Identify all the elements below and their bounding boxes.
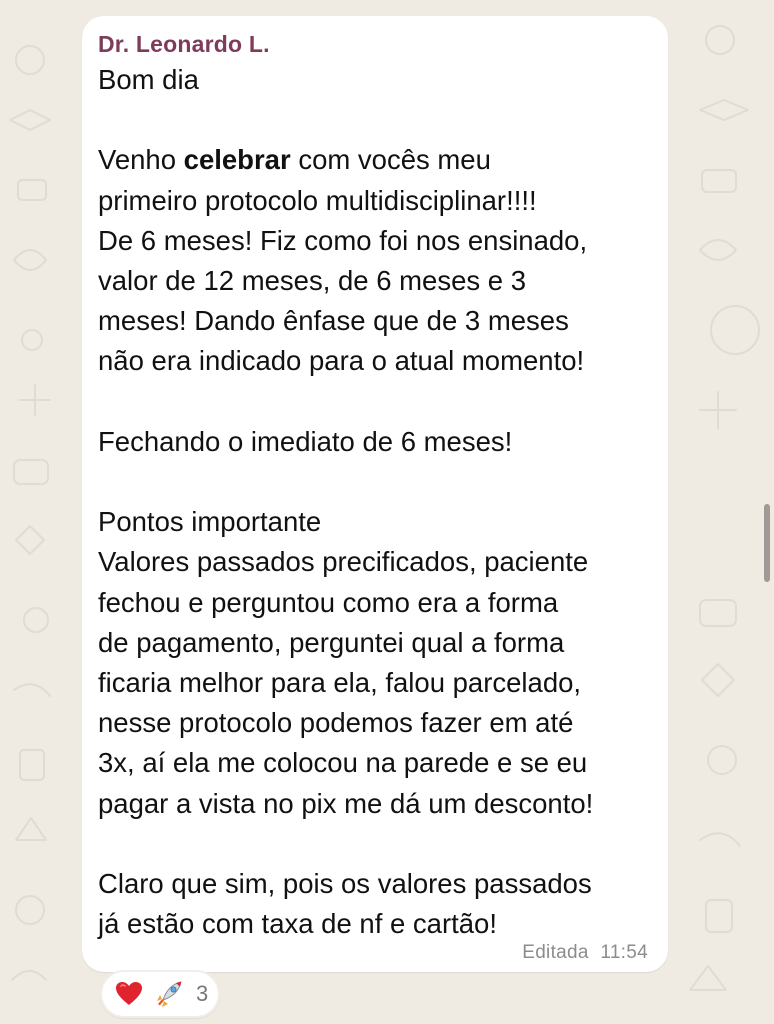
message-time: 11:54 xyxy=(600,942,648,963)
message-text-run: nesse protocolo podemos fazer em até xyxy=(98,707,574,739)
message-line xyxy=(98,140,648,180)
message-text-run: Pontos importante xyxy=(98,506,322,538)
message-line xyxy=(98,60,648,100)
message-line xyxy=(98,462,648,502)
message-text-run: primeiro protocolo multidisciplinar!!!! xyxy=(98,184,537,216)
message-line xyxy=(98,663,648,703)
message-text-run: 3x, aí ela me colocou na parede e se eu xyxy=(98,747,588,779)
heart-icon xyxy=(114,979,144,1009)
message-line xyxy=(98,703,648,743)
message-line xyxy=(98,422,648,462)
message-text-run: pagar a vista no pix me dá um desconto! xyxy=(98,787,594,819)
message-text-run: não era indicado para o atual momento! xyxy=(98,345,585,377)
message-text-run: De 6 meses! Fiz como foi nos ensinado, xyxy=(98,224,588,256)
message-text-run: Claro que sim, pois os valores passados xyxy=(98,868,592,899)
message-line xyxy=(98,904,648,944)
message-line xyxy=(98,221,648,261)
message-line xyxy=(98,864,648,904)
reactions-pill[interactable] xyxy=(100,970,220,1018)
message-text-run: Bom dia xyxy=(98,64,199,95)
sender-name[interactable]: Dr. Leonardo L. xyxy=(98,31,270,57)
message-line xyxy=(98,784,648,824)
message-text-run: com vocês meu xyxy=(290,144,491,176)
message-text-run: já estão com taxa de nf e cartão! xyxy=(98,908,497,940)
message-line xyxy=(98,261,648,301)
message-line xyxy=(98,100,648,140)
message-meta xyxy=(522,942,648,964)
edited-label: Editada xyxy=(522,942,589,963)
message-line xyxy=(98,382,648,422)
message-line xyxy=(98,623,648,663)
rocket-icon xyxy=(154,979,184,1009)
message-line xyxy=(98,301,648,341)
message-line xyxy=(98,542,648,582)
message-bold-text: celebrar xyxy=(183,144,291,176)
message-text xyxy=(98,60,648,944)
message-line xyxy=(98,341,648,381)
message-text-run: ficaria melhor para ela, falou parcelado, xyxy=(98,667,582,698)
message-line xyxy=(98,502,648,542)
message-text-run: Venho xyxy=(98,144,184,176)
message-text-run: de pagamento, perguntei qual a forma xyxy=(98,626,565,658)
message-line xyxy=(98,824,648,864)
message-line xyxy=(98,743,648,783)
message-line xyxy=(98,181,648,221)
message-text-run: valor de 12 meses, de 6 meses e 3 xyxy=(98,265,527,296)
message-text-run: fechou e perguntou como era a forma xyxy=(98,586,559,618)
message-line xyxy=(98,583,648,623)
reaction-count: 3 xyxy=(196,981,209,1006)
message-bubble[interactable] xyxy=(82,16,668,972)
message-text-run: Fechando o imediato de 6 meses! xyxy=(98,425,513,457)
message-text-run: Valores passados precificados, paciente xyxy=(98,546,589,578)
message-text-run: meses! Dando ênfase que de 3 meses xyxy=(98,305,569,337)
scrollbar-thumb[interactable] xyxy=(764,504,770,582)
